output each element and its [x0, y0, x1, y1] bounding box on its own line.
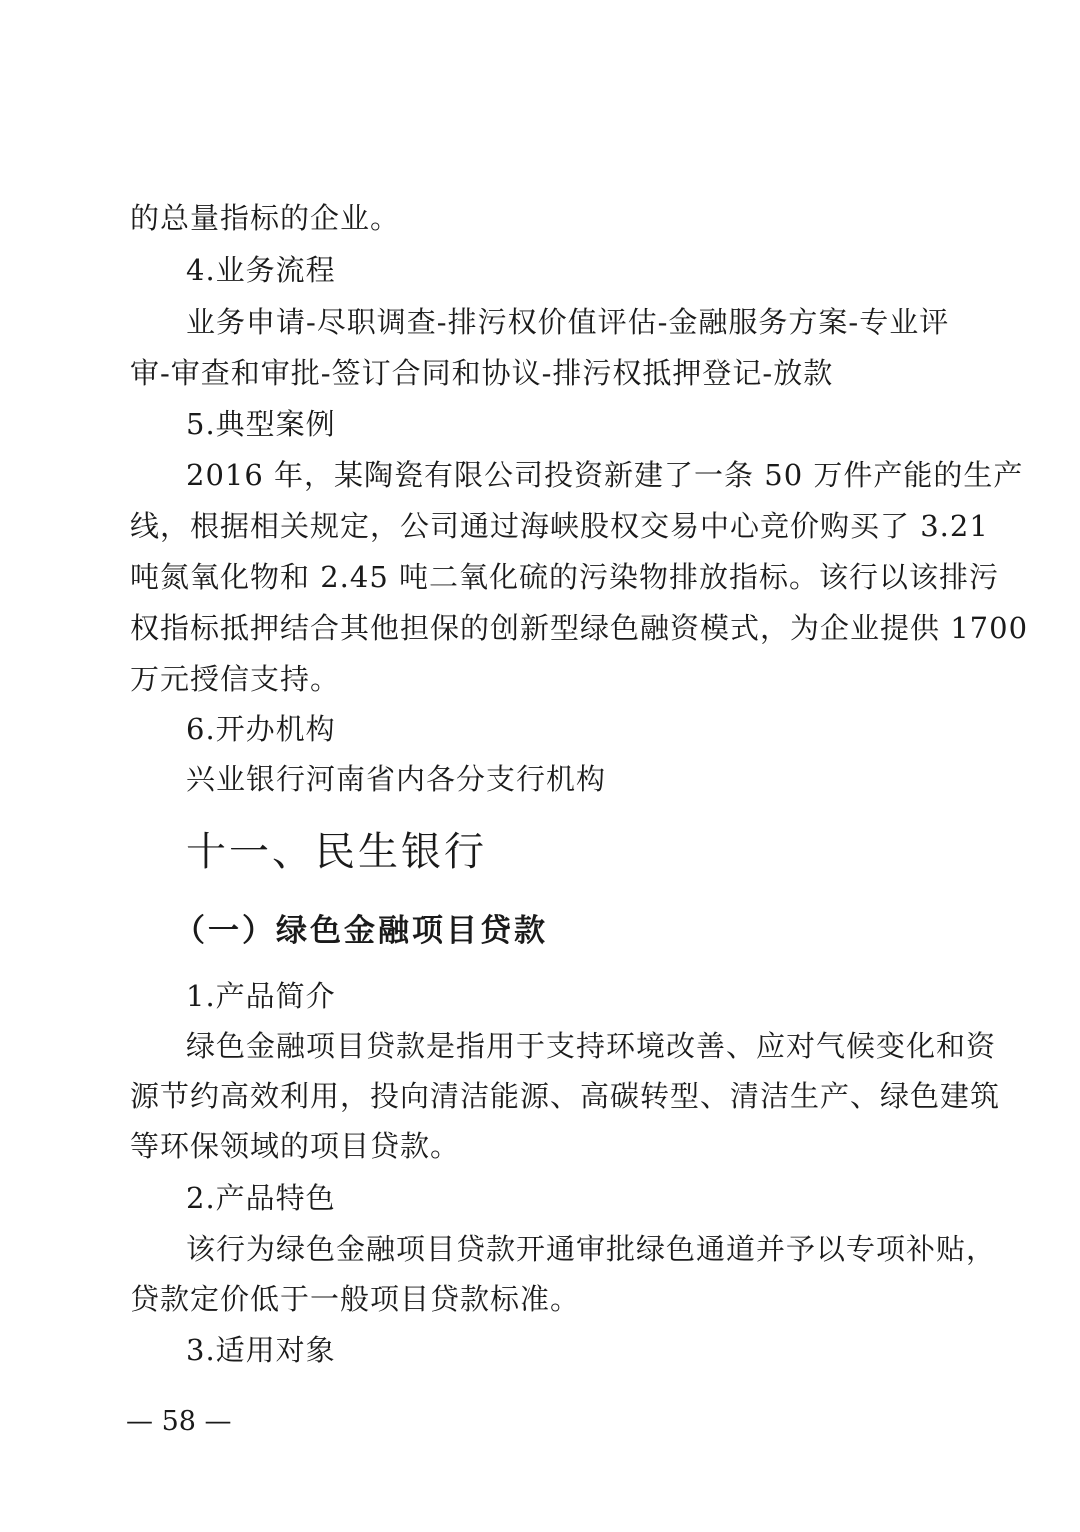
body-text-line: 等环保领域的项目贷款。	[130, 1129, 461, 1163]
body-text-line: 源节约高效利用，投向清洁能源、高碳转型、清洁生产、绿色建筑	[130, 1079, 1001, 1113]
subsection-heading: （一）绿色金融项目贷款	[174, 913, 548, 949]
body-text-line: 绿色金融项目贷款是指用于支持环境改善、应对气候变化和资	[186, 1029, 997, 1063]
body-text-line: 线，根据相关规定，公司通过海峡股权交易中心竞价购买了 3.21	[130, 509, 989, 543]
body-text-line: 该行为绿色金融项目贷款开通审批绿色通道并予以专项补贴，	[186, 1232, 997, 1266]
body-text-line: 贷款定价低于一般项目贷款标准。	[130, 1282, 581, 1316]
item-heading-case: 5.典型案例	[186, 407, 336, 441]
item-heading-institution: 6.开办机构	[186, 712, 336, 746]
item-heading-features: 2.产品特色	[186, 1181, 336, 1215]
section-heading: 十一、民生银行	[186, 829, 487, 875]
body-text-line: 2016 年，某陶瓷有限公司投资新建了一条 50 万件产能的生产	[186, 458, 1024, 492]
body-text-line: 万元授信支持。	[130, 662, 341, 696]
body-text-line: 审-审查和审批-签订合同和协议-排污权抵押登记-放款	[130, 356, 834, 390]
body-text-line: 权指标抵押结合其他担保的创新型绿色融资模式，为企业提供 1700	[130, 611, 1029, 645]
item-heading-intro: 1.产品简介	[186, 979, 336, 1013]
item-heading-target: 3.适用对象	[186, 1333, 336, 1367]
body-text-line: 吨氮氧化物和 2.45 吨二氧化硫的污染物排放指标。该行以该排污	[130, 560, 1000, 594]
item-heading-process: 4.业务流程	[186, 253, 336, 287]
page-number: — 58 —	[126, 1406, 232, 1437]
body-text-line: 业务申请-尽职调查-排污权价值评估-金融服务方案-专业评	[186, 305, 950, 339]
body-text-line: 兴业银行河南省内各分支行机构	[186, 762, 607, 796]
body-text-line: 的总量指标的企业。	[130, 201, 401, 235]
